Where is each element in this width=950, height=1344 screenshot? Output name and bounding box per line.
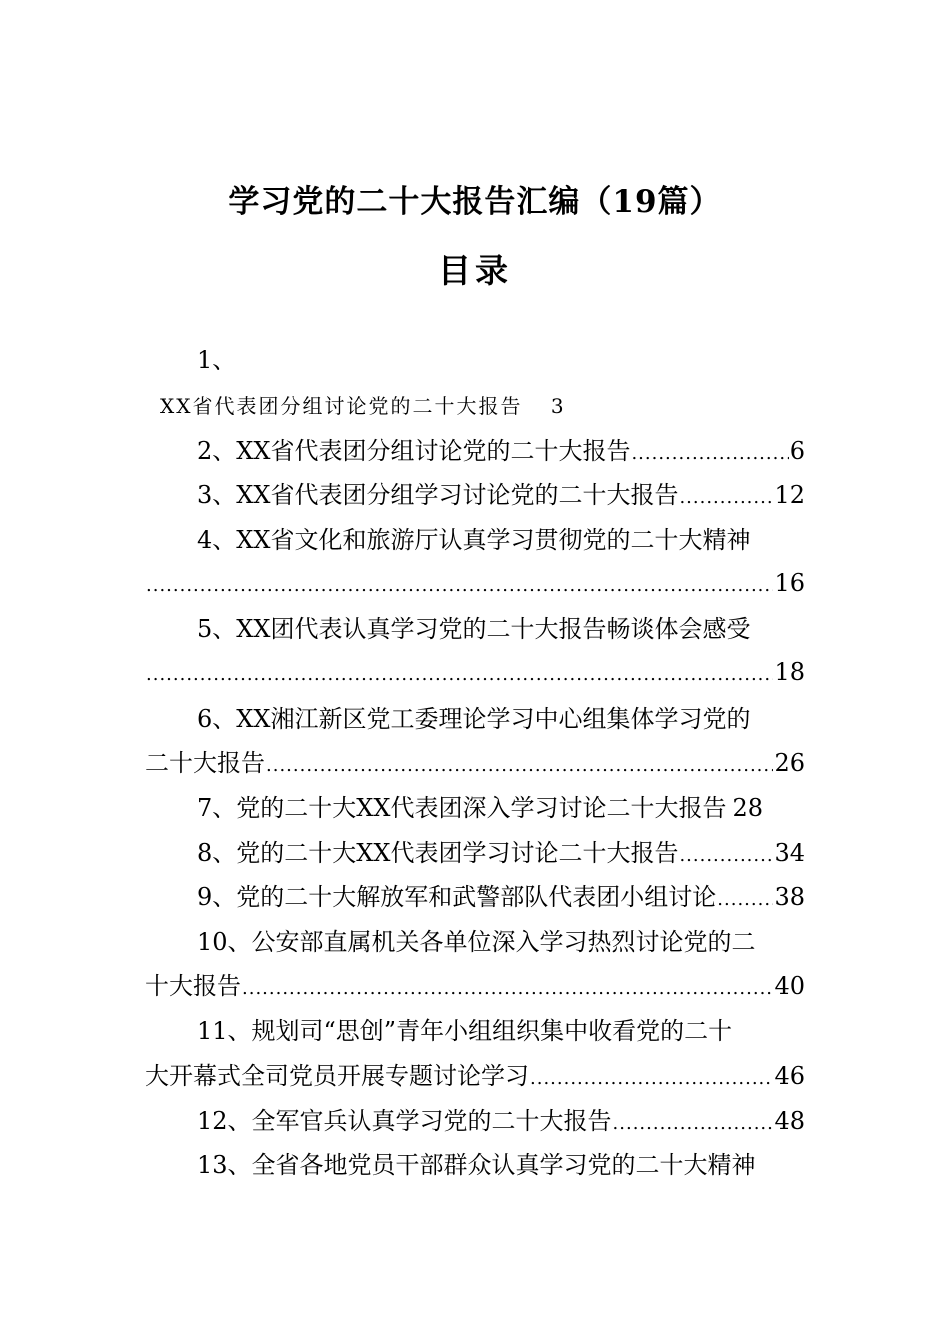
toc-entry-10[interactable] xyxy=(145,922,805,962)
toc-entry-7[interactable] xyxy=(145,788,805,828)
toc-entry-13[interactable] xyxy=(145,1145,805,1185)
leader-dots xyxy=(530,1062,773,1096)
leader-dots xyxy=(266,749,773,783)
toc-entry-page: 18 xyxy=(774,658,805,686)
toc-entry-12[interactable] xyxy=(145,1101,805,1141)
toc-entry-11[interactable] xyxy=(145,1011,805,1051)
toc-entry-text: 9、党的二十大解放军和武警部队代表团小组讨论 xyxy=(197,883,717,911)
toc-entry-page: 16 xyxy=(774,569,805,597)
toc-entry-text: 2、XX省代表团分组讨论党的二十大报告 xyxy=(197,437,631,465)
toc-entry-text: 3、XX省代表团分组学习讨论党的二十大报告 xyxy=(197,481,679,509)
toc-entry-text: 13、全省各地党员干部群众认真学习党的二十大精神 xyxy=(197,1151,756,1179)
toc-entry-text: 4、XX省文化和旅游厅认真学习贯彻党的二十大精神 xyxy=(197,526,751,554)
toc-entry-5-continuation[interactable] xyxy=(145,652,805,692)
toc-entry-6-continuation[interactable] xyxy=(145,743,805,783)
toc-entry-text: 大开幕式全司党员开展专题讨论学习 xyxy=(145,1062,529,1090)
toc-entry-3[interactable] xyxy=(145,475,805,515)
toc-entry-2[interactable] xyxy=(145,431,805,471)
toc-entry-text: 10、公安部直属机关各单位深入学习热烈讨论党的二 xyxy=(197,928,756,956)
toc-entry-text: 二十大报告 xyxy=(145,749,265,777)
toc-entry-page: 28 xyxy=(732,794,763,822)
toc-entry-number: 1、 xyxy=(197,346,237,374)
leader-dots xyxy=(679,839,773,873)
toc-entry-4-continuation[interactable] xyxy=(145,563,805,603)
leader-dots xyxy=(242,972,773,1006)
toc-entry-10-continuation[interactable] xyxy=(145,966,805,1006)
toc-entry-page: 26 xyxy=(774,749,805,777)
toc-entry-page: 3 xyxy=(550,394,566,418)
toc-entry-11-continuation[interactable] xyxy=(145,1056,805,1096)
toc-entry-8[interactable] xyxy=(145,833,805,873)
toc-entry-text: 6、XX湘江新区党工委理论学习中心组集体学习党的 xyxy=(197,705,751,733)
toc-entry-page: 6 xyxy=(789,437,805,465)
toc-entry-1[interactable] xyxy=(160,386,660,426)
toc-entry-5[interactable] xyxy=(145,609,805,649)
toc-entry-1-number xyxy=(145,340,805,380)
toc-entry-page: 38 xyxy=(774,883,805,911)
toc-entry-text: 8、党的二十大XX代表团学习讨论二十大报告 xyxy=(197,839,679,867)
leader-dots xyxy=(631,437,788,471)
toc-entry-9[interactable] xyxy=(145,877,805,917)
document-title: 学习党的二十大报告汇编（19篇） xyxy=(228,184,722,220)
leader-dots xyxy=(146,658,773,692)
toc-entry-page: 48 xyxy=(774,1107,805,1135)
toc-entry-text: 十大报告 xyxy=(145,972,241,1000)
toc-entry-6[interactable] xyxy=(145,699,805,739)
toc-entry-text: 11、规划司“思创”青年小组组织集中收看党的二十 xyxy=(197,1017,733,1045)
leader-dots xyxy=(146,569,773,603)
toc-entry-page: 46 xyxy=(774,1062,805,1090)
leader-dots xyxy=(717,883,773,917)
toc-entry-text: 7、党的二十大XX代表团深入学习讨论二十大报告 xyxy=(197,794,727,822)
toc-entry-text: XX省代表团分组讨论党的二十大报告 xyxy=(160,394,523,418)
toc-entry-page: 34 xyxy=(774,839,805,867)
toc-entry-page: 40 xyxy=(774,972,805,1000)
toc-entry-text: 12、全军官兵认真学习党的二十大报告 xyxy=(197,1107,612,1135)
toc-entry-text: 5、XX团代表认真学习党的二十大报告畅谈体会感受 xyxy=(197,615,751,643)
leader-dots xyxy=(613,1107,774,1141)
toc-entry-4[interactable] xyxy=(145,520,805,560)
toc-heading: 目录 xyxy=(438,251,512,290)
toc-entry-page: 12 xyxy=(774,481,805,509)
leader-dots xyxy=(679,481,773,515)
